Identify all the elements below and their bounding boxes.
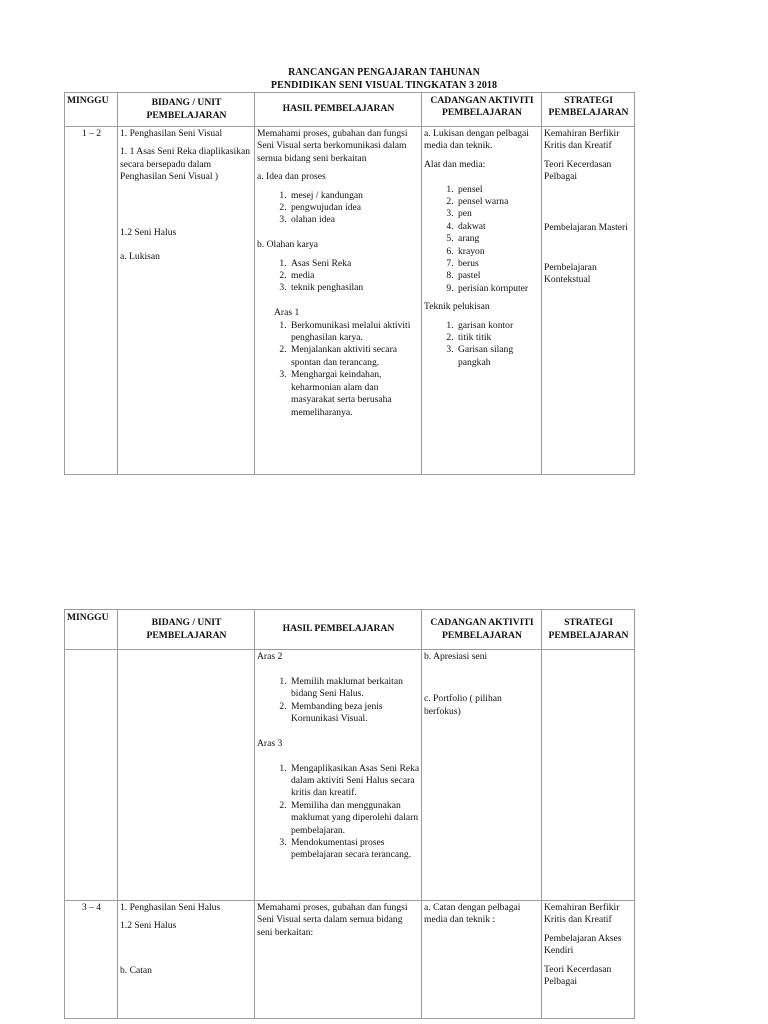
- header-bidang: BIDANG / UNIT PEMBELAJARAN: [118, 610, 255, 650]
- list-item: 5. arang: [456, 233, 540, 245]
- list-item: 1. Memilih maklumat berkaitan bidang Seni Halus.: [289, 676, 420, 701]
- list-item: 3. teknik penghasilan: [289, 282, 420, 294]
- list-item: 2. pengwujudan idea: [289, 202, 420, 214]
- table-row: [65, 901, 635, 1019]
- week-cell: [65, 650, 118, 901]
- cadangan-line: a. Lukisan dengan pelbagai media dan teknik.: [424, 128, 529, 152]
- lesson-plan-table-1: [64, 92, 635, 475]
- bidang-line: 1.2 Seni Halus: [120, 226, 177, 238]
- bidang-line: 1.2 Seni Halus: [120, 920, 177, 932]
- bidang-cell: [118, 901, 255, 1019]
- cadangan-cell: [422, 127, 542, 475]
- header-strategi: STRATEGI PEMBELAJARAN: [542, 610, 635, 650]
- bidang-line: 1. Penghasilan Seni Visual: [120, 128, 223, 139]
- header-hasil: HASIL PEMBELAJARAN: [255, 93, 422, 127]
- strategi-cell: [542, 901, 635, 1019]
- strategi-line: Teori Kecerdasan Pelbagai: [544, 158, 612, 183]
- strategi-line: Pembelajaran Akses Kendiri: [544, 932, 622, 957]
- table-row: [65, 650, 635, 901]
- hasil-intro: Memahami proses, gubahan dan fungsi Seni Visual serta berkomunikasi dalam sernua bidang seni berkaitan: [257, 128, 408, 164]
- list-item: 1. pensel: [456, 184, 540, 196]
- hasil-label: a. Idea dan proses: [257, 171, 326, 183]
- strategi-line: Pembelajaran Masteri: [544, 221, 628, 233]
- list-item: 3. Mendokumentasi proses pembelajaran secara terancang.: [289, 837, 420, 862]
- list-item: 8. pastel: [456, 270, 540, 282]
- bidang-cell: [118, 127, 255, 475]
- header-hasil: HASIL PEMBELAJARAN: [255, 610, 422, 650]
- aras-label: Aras 3: [257, 737, 283, 749]
- list-item: 1. garisan kontor: [456, 320, 540, 332]
- bidang-line: a. Lukisan: [120, 251, 160, 263]
- list-item: 3. pen: [456, 208, 540, 220]
- strategi-line: Pernbelajaran Kontekstual: [544, 262, 597, 286]
- strategi-line: Kemahiran Berfikir Kritis dan Kreatif: [544, 902, 620, 926]
- aras-label: Aras 2: [257, 651, 283, 662]
- strategi-line: Kemahiran Berfikir Kritis dan Kreatif: [544, 128, 620, 152]
- list-item: 2. pensel warna: [456, 196, 540, 208]
- list-item: 1. mesej / kandungan: [289, 190, 420, 202]
- cadangan-line: b. Apresiasi seni: [424, 651, 488, 662]
- bidang-line: 1. 1 Asas Seni Reka diaplikasikan secara bersepadu dalam Penghasilan Seni Visual ): [120, 146, 251, 183]
- list-item: 1. Berkomunikasi melalui aktiviti penghasilan karya.: [289, 320, 420, 345]
- list-item: 2. media: [289, 270, 420, 282]
- hasil-cell: [255, 650, 422, 901]
- week-cell: 1 – 2: [65, 127, 118, 475]
- list-item: 3. Menghargai keindahan, keharmonian alam dan masyarakat serta berusaha memeliharanya.: [289, 369, 420, 419]
- hasil-cell: Memahami proses, gubahan dan fungsi Seni Visual serta dalam semua bidang seni berkaitan:: [255, 901, 422, 1019]
- table-row: [65, 127, 635, 475]
- list-item: 6. krayon: [456, 246, 540, 258]
- list-item: 3. olahan idea: [289, 214, 420, 226]
- bidang-cell: [118, 650, 255, 901]
- cadangan-label: Teknik pelukisan: [424, 301, 490, 313]
- list-item: 2. titik titik: [456, 332, 540, 344]
- list-item: 4. dakwat: [456, 221, 540, 233]
- header-bidang: BIDANG / UNIT PEMBELAJARAN: [118, 93, 255, 127]
- list-item: 1. Asas Seni Reka: [289, 258, 420, 270]
- list-item: 1. Mengaplikasikan Asas Seni Reka dalam aktiviti Seni Halus secara kritis dan kreatif.: [289, 763, 420, 800]
- list-item: 9. perisian kornputer: [456, 283, 540, 295]
- cadangan-cell: a. Catan dengan pelbagai media dan teknik :: [422, 901, 542, 1019]
- hasil-label: b. Olahan karya: [257, 239, 319, 251]
- week-cell: 3 – 4: [65, 901, 118, 1019]
- header-strategi: STRATEGI PEMBELAJARAN: [542, 93, 635, 127]
- bidang-line: 1. Penghasilan Seni Halus: [120, 902, 221, 913]
- strategi-cell: [542, 650, 635, 901]
- cadangan-cell: [422, 650, 542, 901]
- list-item: 2. Menjalankan aktiviti secara spontan dan terancang.: [289, 344, 420, 369]
- header-cadangan: CADANGAN AKTIVITI PEMBELAJARAN: [422, 610, 542, 650]
- cadangan-label: Alat dan media:: [424, 158, 486, 170]
- list-item: 2. Memiliha dan menggunakan maklumat yang diperolehi dalarn pembelajaran.: [289, 800, 420, 837]
- document-title-line-1: RANCANGAN PENGAJARAN TAHUNAN: [288, 67, 480, 78]
- lesson-plan-table-2: [64, 609, 635, 1019]
- header-cadangan: CADANGAN AKTIVITI PEMBELAJARAN: [422, 93, 542, 127]
- strategi-line: Teori Kecerdasan Pelbagai: [544, 963, 612, 988]
- header-row: [65, 610, 635, 650]
- document-title-line-2: PENDIDIKAN SENI VISUAL TINGKATAN 3 2018: [270, 80, 498, 91]
- strategi-cell: [542, 127, 635, 475]
- header-row: [65, 93, 635, 127]
- list-item: 3. Garisan silang pangkah: [456, 344, 540, 369]
- cadangan-line: c. Portfolio ( pilihan berfokus): [424, 693, 502, 717]
- list-item: 7. berus: [456, 258, 540, 270]
- aras-label: Aras 1: [274, 307, 300, 319]
- header-minggu: MINGGU: [65, 610, 118, 650]
- bidang-line: b. Catan: [120, 964, 152, 976]
- list-item: 2. Membanding beza jenis Kornunikasi Visual.: [289, 701, 420, 726]
- header-minggu: MINGGU: [65, 93, 118, 127]
- hasil-cell: [255, 127, 422, 475]
